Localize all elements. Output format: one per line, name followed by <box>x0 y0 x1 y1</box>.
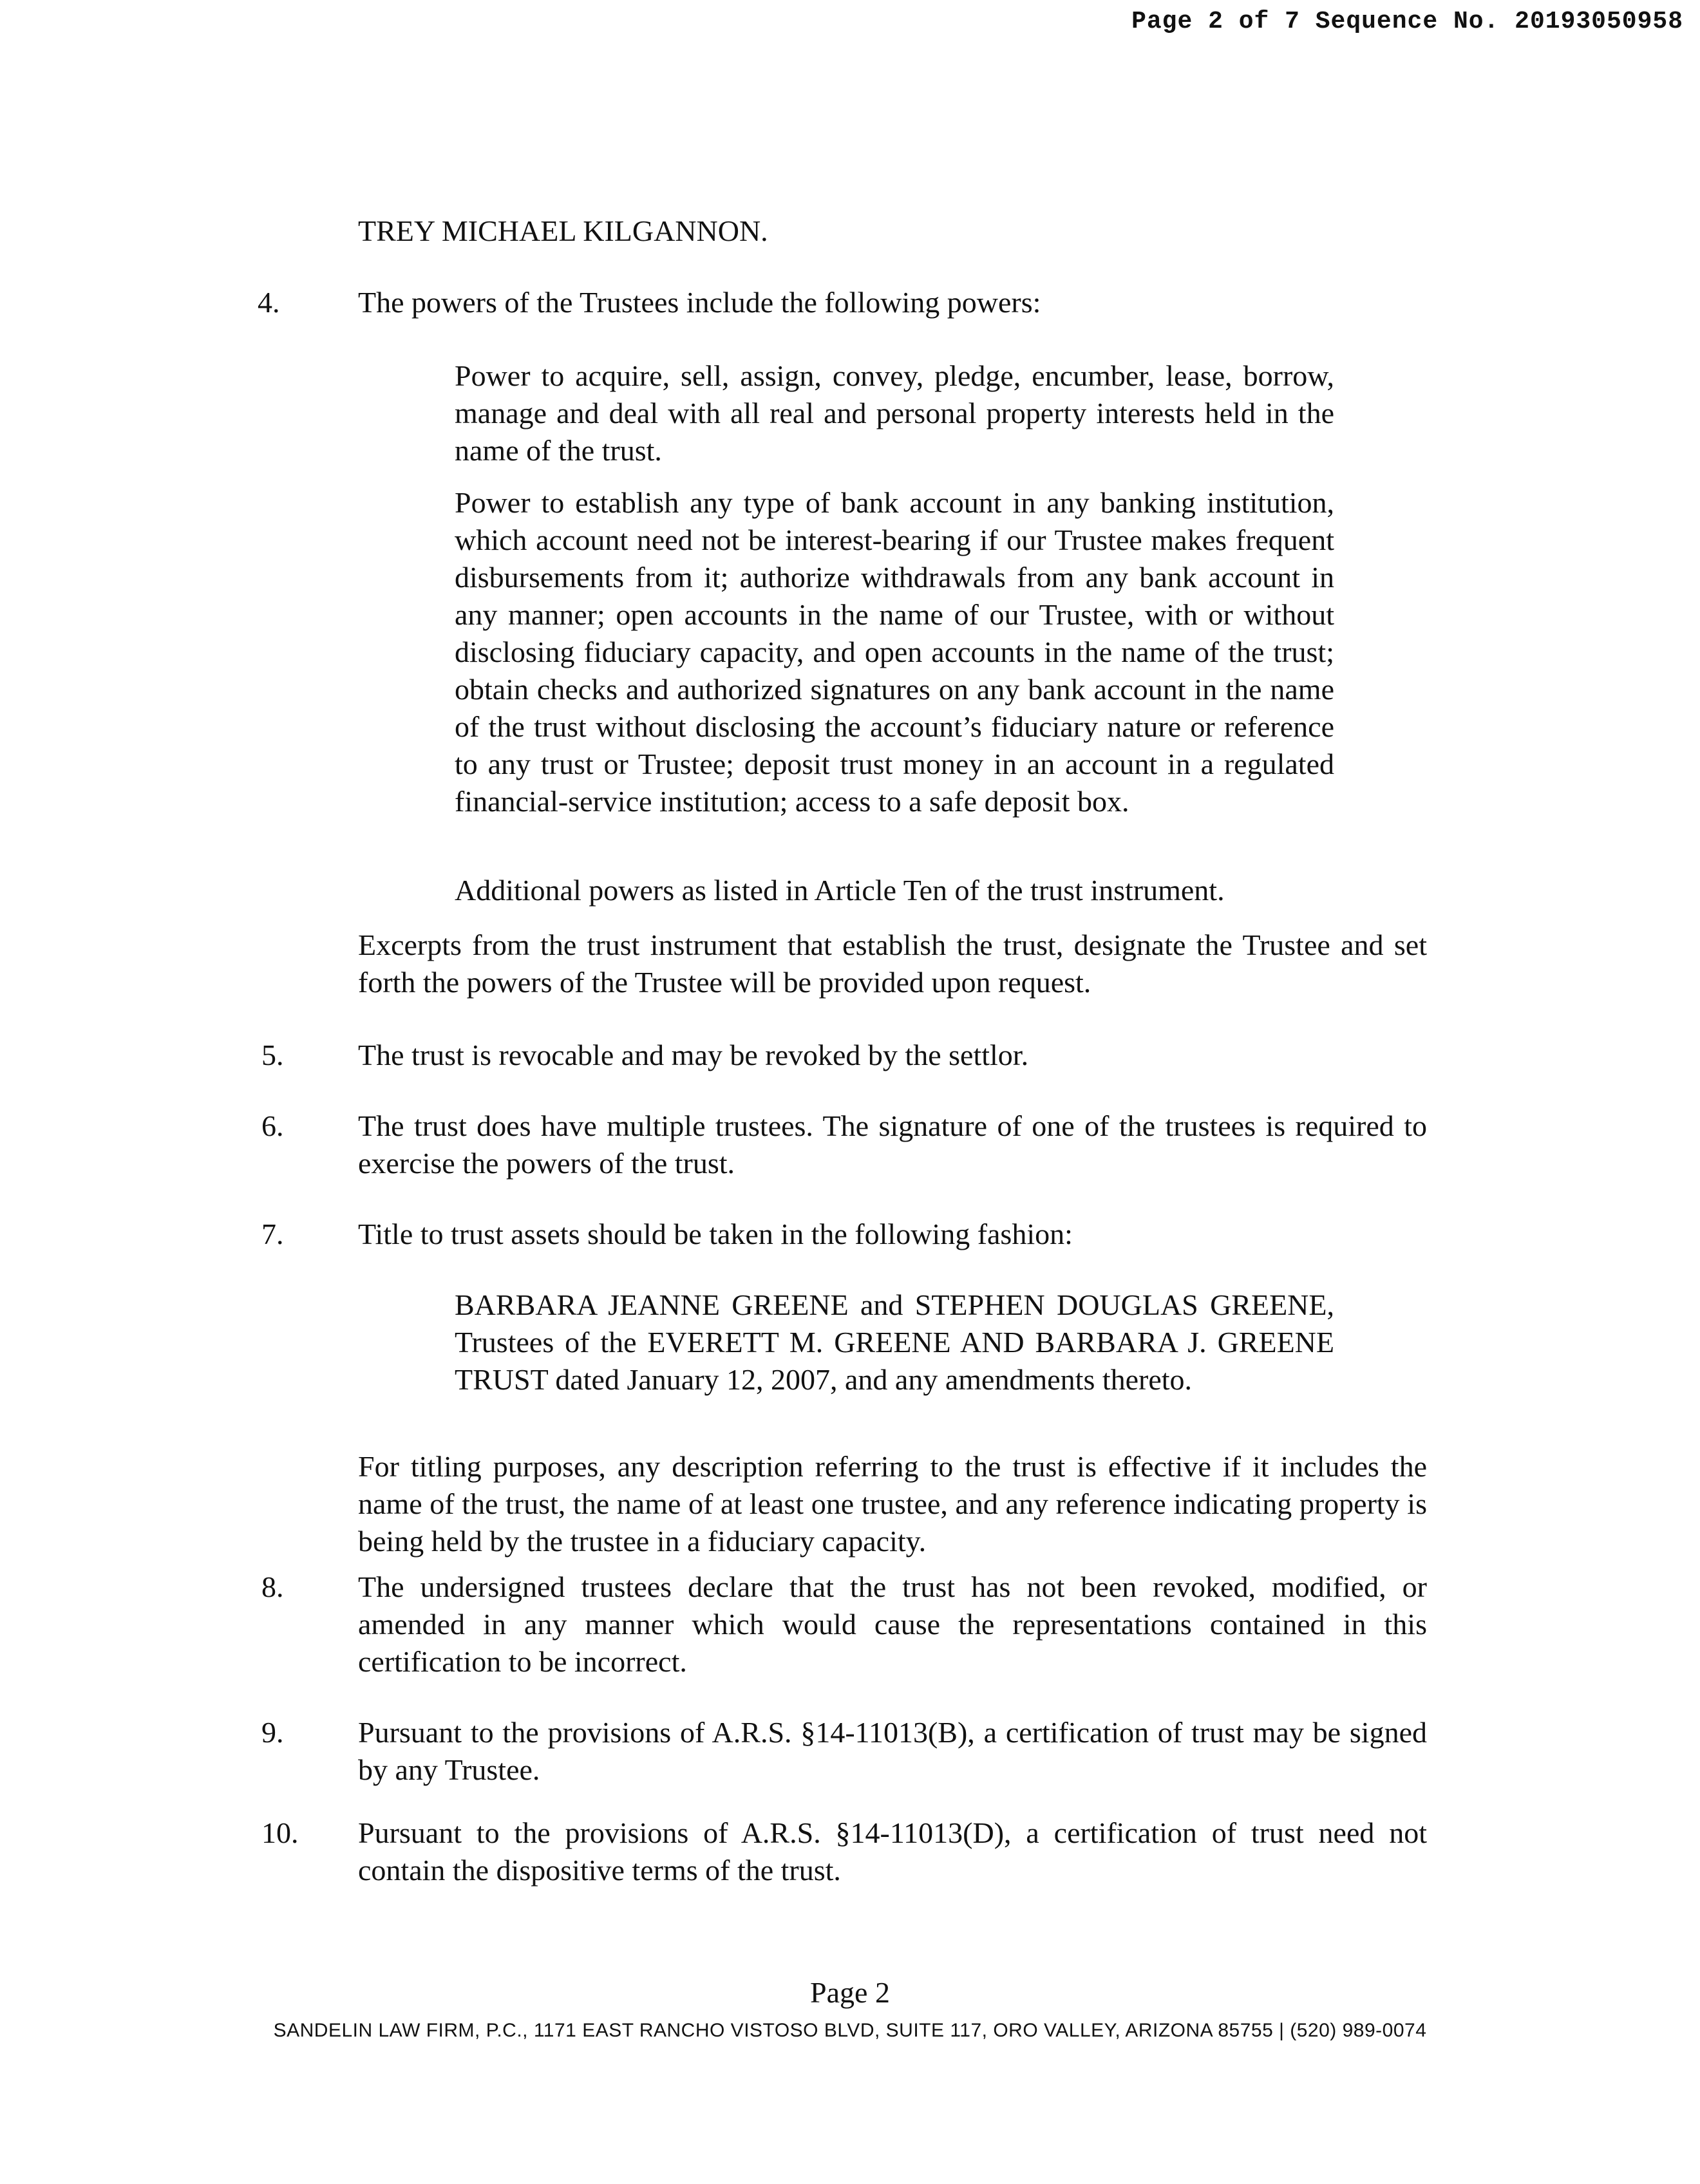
item-6-number: 6. <box>261 1109 284 1142</box>
item-4-power-1: Power to acquire, sell, assign, convey, pledge, encumber, lease, borrow, manage and deal with all real and personal property interests held in the name of the trust. <box>455 359 1334 467</box>
item-4-excerpts: Excerpts from the trust instrument that establish the trust, designate the Trustee and set forth the powers of the Trustee will be provided upon request. <box>358 928 1427 999</box>
item-7-title-block: BARBARA JEANNE GREENE and STEPHEN DOUGLAS GREENE, Trustees of the EVERETT M. GREENE AND BARBARA J. GREENE TRUST dated January 12, 2007, and any amendments thereto. <box>455 1288 1334 1396</box>
item-10-number: 10. <box>261 1816 299 1849</box>
item-6-text: The trust does have multiple trustees. The signature of one of the trustees is required to exercise the powers of the trust. <box>358 1109 1427 1180</box>
item-9-number: 9. <box>261 1716 284 1749</box>
item-4-number: 4. <box>258 286 280 319</box>
footer-page-number: Page 2 <box>810 1976 890 2009</box>
item-4-power-3: Additional powers as listed in Article Ten of the trust instrument. <box>455 874 1225 907</box>
footer-firm-address: SANDELIN LAW FIRM, P.C., 1171 EAST RANCHO VISTOSO BLVD, SUITE 117, ORO VALLEY, ARIZONA 85755 | (520) 989-0074 <box>273 2020 1427 2041</box>
item-10-text: Pursuant to the provisions of A.R.S. §14-11013(D), a certification of trust need not contain the dispositive terms of the trust. <box>358 1816 1427 1887</box>
item-7-lead: Title to trust assets should be taken in the following fashion: <box>358 1218 1073 1250</box>
item-8-number: 8. <box>261 1570 284 1603</box>
item-8-text: The undersigned trustees declare that the trust has not been revoked, modified, or amended in any manner which would cause the representations contained in this certification to be incorrect. <box>358 1570 1427 1678</box>
item-5-text: The trust is revocable and may be revoked by the settlor. <box>358 1039 1029 1071</box>
item-4-power-2: Power to establish any type of bank account in any banking institution, which account need not be interest-bearing if our Trustee makes frequent disbursements from it; authorize withdrawals from any bank account in any manner; open accounts in the name of our Trustee, with or without disclosing fiduciary capacity, and open accounts in the name of the trust; obtain checks and authorized signatures on any bank account in the name of the trust without disclosing the account’s fiduciary nature or reference to any trust or Trustee; deposit trust money in an account in a regulated financial-service institution; access to a safe deposit box. <box>455 486 1334 818</box>
item-9-text: Pursuant to the provisions of A.R.S. §14-11013(B), a certification of trust may be signed by any Trustee. <box>358 1716 1427 1786</box>
recording-stamp: Page 2 of 7 Sequence No. 20193050958 <box>1131 8 1683 35</box>
item-7-number: 7. <box>261 1218 284 1250</box>
trustee-name-continuation: TREY MICHAEL KILGANNON. <box>358 214 768 247</box>
item-7-titling-note: For titling purposes, any description referring to the trust is effective if it includes the name of the trust, the name of at least one trustee, and any reference indicating property is being held by the trustee in a fiduciary capacity. <box>358 1450 1427 1558</box>
item-4-lead: The powers of the Trustees include the following powers: <box>358 286 1041 319</box>
item-5-number: 5. <box>261 1039 284 1071</box>
